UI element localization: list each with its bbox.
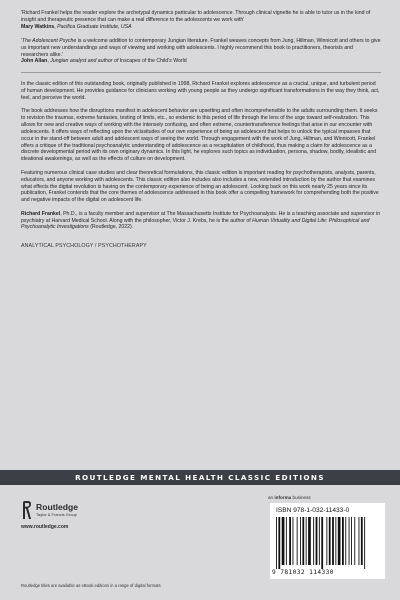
barcode-icon <box>276 517 379 569</box>
barcode-bar <box>302 517 304 565</box>
series-banner <box>0 470 400 485</box>
quoted-book-title: The Adolescent Psyche <box>22 37 77 44</box>
barcode-bar <box>359 517 360 565</box>
author-bio-end: (Routledge, 2022). <box>88 224 134 231</box>
barcode-bar <box>306 517 307 565</box>
barcode-bar <box>354 517 355 565</box>
ebook-note: Routledge titles are available as eBook editions in a range of digital formats <box>21 583 161 588</box>
publisher-group: Taylor & Francis Group <box>36 512 77 517</box>
barcode-bar <box>313 517 314 565</box>
author-name: Richard Frankel <box>21 210 61 217</box>
barcode-bar <box>335 517 336 565</box>
author-bio <box>21 211 381 232</box>
barcode-bar <box>321 517 323 569</box>
barcode-bar <box>276 517 277 569</box>
publisher-url: www.routledge.com <box>21 524 69 530</box>
blurb-paragraph-1: In the classic edition of this outstanding book, originally published in 1998, Richard Frankel explores adolescence as a crucial, unique, and turbulent period of human development. He provides guidance for clinicians working with young people as they undergo significant transformations in the way they think, act, feel, and perceive the world. <box>21 80 380 101</box>
barcode-bar <box>308 517 311 565</box>
barcode-bar <box>338 517 341 565</box>
publisher-logo <box>21 500 121 540</box>
reviewer-name: Mary Watkins <box>21 23 55 30</box>
barcode-bar <box>342 517 344 565</box>
barcode-bar <box>319 517 320 565</box>
reviewer-affiliation: Jungian analyst and author of <box>50 58 119 65</box>
informa-brand: informa <box>274 495 292 500</box>
barcode-bar <box>300 517 301 565</box>
informa-suffix: business <box>291 495 311 500</box>
reviewer-book: Inscapes of the Child's World <box>118 58 187 65</box>
divider <box>21 72 381 73</box>
barcode-bar <box>293 517 294 565</box>
barcode-bar <box>326 517 327 565</box>
review-quote-2 <box>21 38 381 66</box>
quote-attribution: John Allan, Jungian analyst and author of Inscapes of the Child's World <box>21 58 187 65</box>
informa-tagline <box>268 495 311 500</box>
barcode-bar <box>286 517 287 565</box>
review-quote-1 <box>21 10 381 31</box>
cover-text-column <box>21 10 381 249</box>
quote-text: 'Richard Frankel helps the reader explore the archetypal dynamics particular to adolescence. Through clinical vignette he is able to tutor us in the kind of insight and therapeutic presence that can make a real difference to the adolescents we work with' <box>21 10 371 23</box>
barcode-bar <box>349 517 350 565</box>
quote-body: is a welcome addition to contemporary Jungian literature. Frankel weaves concepts from Jung, Hillman, Winnicott and others to give us important new understandings and ways of viewing and working with adolescents. I highly recommend this book to practitioners, theorists and researchers alike.' <box>21 37 381 58</box>
reviewer-name: John Allan <box>21 58 48 65</box>
barcode-bar <box>278 517 280 569</box>
barcode-bar <box>351 517 352 565</box>
reviewer-affiliation: Pacifica Graduate Institute, USA <box>57 23 132 30</box>
isbn-barcode <box>270 503 385 579</box>
barcode-bar <box>361 517 363 565</box>
quote-attribution: Mary Watkins, Pacifica Graduate Institute, USA <box>21 23 132 30</box>
publisher-name: Routledge <box>36 502 79 512</box>
series-title: ROUTLEDGE MENTAL HEALTH CLASSIC EDITIONS <box>75 473 325 482</box>
barcode-bar <box>316 517 318 565</box>
isbn-label: ISBN 978-1-032-11433-0 <box>276 507 350 514</box>
barcode-bar <box>289 517 291 565</box>
subject-category: ANALYTICAL PSYCHOLOGY / PSYCHOTHERAPY <box>21 243 147 250</box>
informa-prefix: an <box>268 495 275 500</box>
barcode-bar <box>329 517 331 565</box>
barcode-bar <box>282 517 285 565</box>
quote-text: 'The Adolescent Psyche is a welcome addition to contemporary Jungian literature. Frankel weaves concepts from Jung, Hillman, Winnicott and others to give us important new understandings and ways of viewing and working with adolescents. I highly recommend this book to practitioners, theorists and researchers alike.' <box>21 37 381 58</box>
isbn-digits: 9 781032 114330 <box>272 569 334 576</box>
barcode-bar <box>345 517 346 565</box>
barcode-bar <box>332 517 334 565</box>
barcode-bar <box>364 517 365 569</box>
blurb-paragraph-3: Featuring numerous clinical case studies and clear theoretical formulations, this classic edition is important reading for psychotherapists, analysts, parents, educators, and anyone working with adolescents. This classic edition also includes also includes a new, extended introduction by the author that examines what effects the digital revolution is having on the contemporary experience of being an adolescent. Looking back on this work nearly 25 years since its publication, Frankel contends that the core themes of adolescence addressed in this book offer a compelling framework for comprehending both the positive and negative impacts of the digital on adolescent life. <box>21 169 379 204</box>
author-bio-text: , Ph.D., is a faculty member and supervisor at The Massachusetts Institute for Psychoanalysis. He is a teaching associate and supervisor in psychiatry at Harvard Medical School. Along with the philosopher, Victor J. Krebs, he is the author of <box>21 210 381 224</box>
author-other-book: Human Virtuality and Digital Life: Philosophical and Psychoanalytic Investigations <box>21 217 370 231</box>
blurb-paragraph-2: The book addresses how the disruptions manifest in adolescent behavior are upsetting and often incomprehensible to the adults surrounding them. It seeks to revision the traumas, extreme fantasies, testing of limits, etc., so endemic to this period of life through the lens of the urge toward self-realization. This allows for new and creative ways of working with the intensely confusing, and often extreme, countertransference feelings that arise in our encounter with adolescents. It offers ways of reflecting upon the vicissitudes of our own experience of being an adolescent that helps to unlock the typical impasses that occur in the stand-off between adult and adolescent ways of seeing the world. Through engagement with the work of Jung, Hillman, and Winnicott, Frankel offers a critique of the traditional psychoanalytic understanding of adolescence as a recapitulation of childhood, thus making a claim for adolescence as a discrete developmental period with its own originary dynamics. In this light, he explores such topics as individuation, persona, shadow, bodily, idealistic and ideational awakenings, as well as the effects of culture on development. <box>21 108 378 163</box>
routledge-logo-icon <box>21 500 33 520</box>
barcode-bar <box>297 517 298 565</box>
